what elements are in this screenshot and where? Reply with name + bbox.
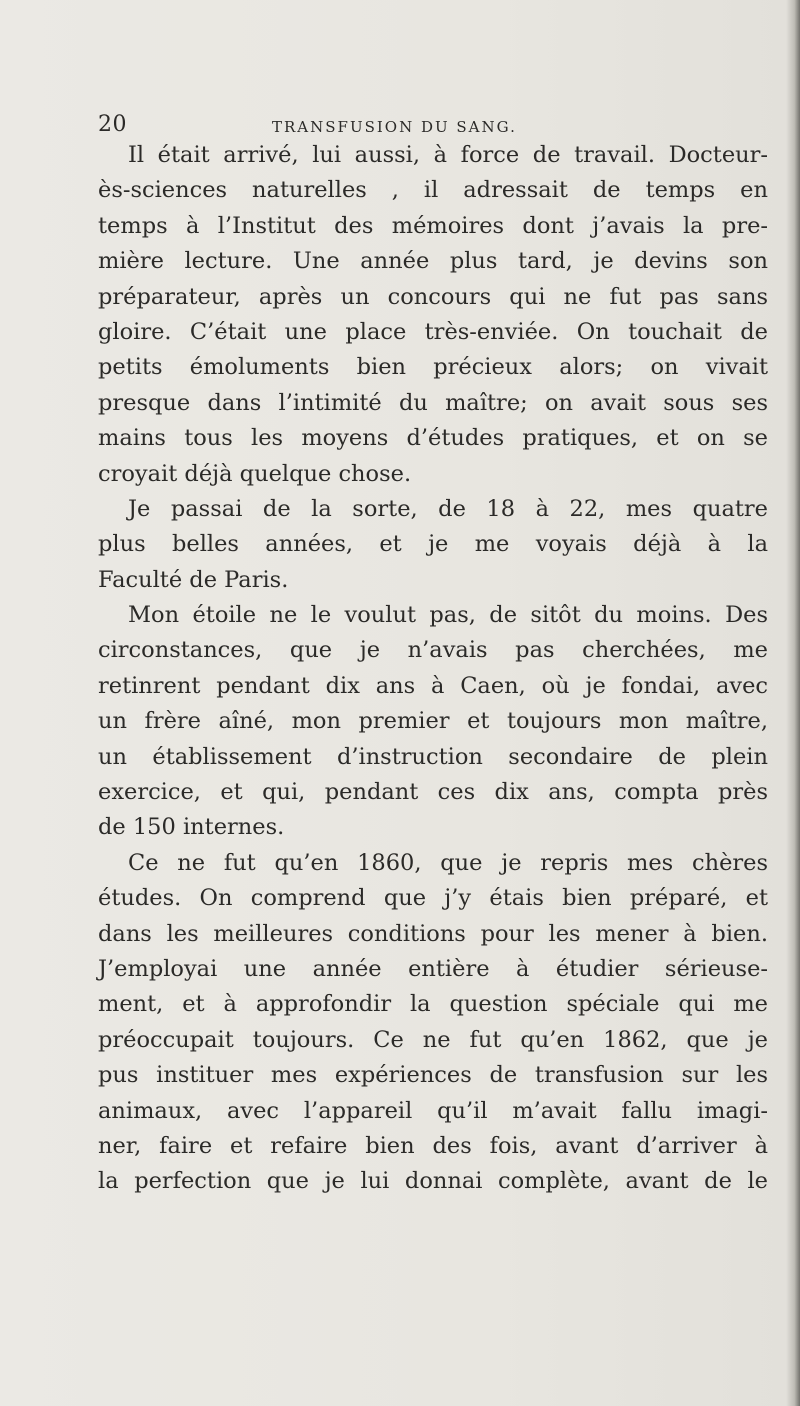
page-edge-shadow	[786, 0, 800, 1406]
text-line: temps à l’Institut des mémoires dont j’avais la pre-	[98, 212, 768, 239]
text-line: J’employai une année entière à étudier sérieuse-	[98, 955, 768, 982]
text-line: mains tous les moyens d’études pratiques, et on se	[98, 425, 768, 452]
text-line: Ce ne fut qu’en 1860, que je repris mes chères	[128, 849, 768, 876]
text-line: animaux, avec l’appareil qu’il m’avait fallu imagi-	[98, 1097, 768, 1124]
body-text	[98, 138, 768, 1200]
page-number: 20	[98, 112, 127, 137]
text-line: plus belles années, et je me voyais déjà à la	[98, 531, 768, 558]
text-line: mière lecture. Une année plus tard, je devins son	[98, 248, 768, 275]
text-line: ner, faire et refaire bien des fois, avant d’arriver à	[98, 1132, 768, 1159]
running-head: TRANSFUSION DU SANG.	[272, 118, 517, 136]
text-line: ment, et à approfondir la question spéciale qui me	[98, 991, 768, 1018]
text-line: croyait déjà quelque chose.	[98, 460, 412, 487]
text-line: Faculté de Paris.	[98, 566, 289, 593]
text-line: retinrent pendant dix ans à Caen, où je fondai, avec	[98, 672, 768, 699]
text-line: Mon étoile ne le voulut pas, de sitôt du moins. Des	[128, 602, 768, 629]
text-line: circonstances, que je n’avais pas cherchées, me	[98, 637, 768, 664]
text-line: la perfection que je lui donnai complète, avant de le	[98, 1168, 768, 1195]
text-line: Je passai de la sorte, de 18 à 22, mes quatre	[128, 495, 768, 522]
text-line: dans les meilleures conditions pour les mener à bien.	[98, 920, 768, 947]
text-line: presque dans l’intimité du maître; on avait sous ses	[98, 389, 768, 416]
text-line: un établissement d’instruction secondaire de plein	[98, 743, 768, 770]
text-line: préparateur, après un concours qui ne fut pas sans	[98, 283, 768, 310]
text-line: Il était arrivé, lui aussi, à force de travail. Docteur-	[128, 142, 768, 168]
text-line: de 150 internes.	[98, 814, 285, 841]
text-line: études. On comprend que j’y étais bien préparé, et	[98, 885, 768, 912]
text-line: exercice, et qui, pendant ces dix ans, compta près	[98, 779, 768, 806]
text-line: ès-sciences naturelles , il adressait de temps en	[98, 177, 768, 204]
text-line: un frère aîné, mon premier et toujours mon maître,	[98, 708, 768, 735]
text-line: préoccupait toujours. Ce ne fut qu’en 1862, que je	[98, 1026, 768, 1053]
text-line: gloire. C’était une place très-enviée. On touchait de	[98, 318, 768, 345]
text-line: petits émoluments bien précieux alors; on vivait	[98, 354, 768, 381]
text-line: pus instituer mes expériences de transfusion sur les	[98, 1062, 768, 1089]
